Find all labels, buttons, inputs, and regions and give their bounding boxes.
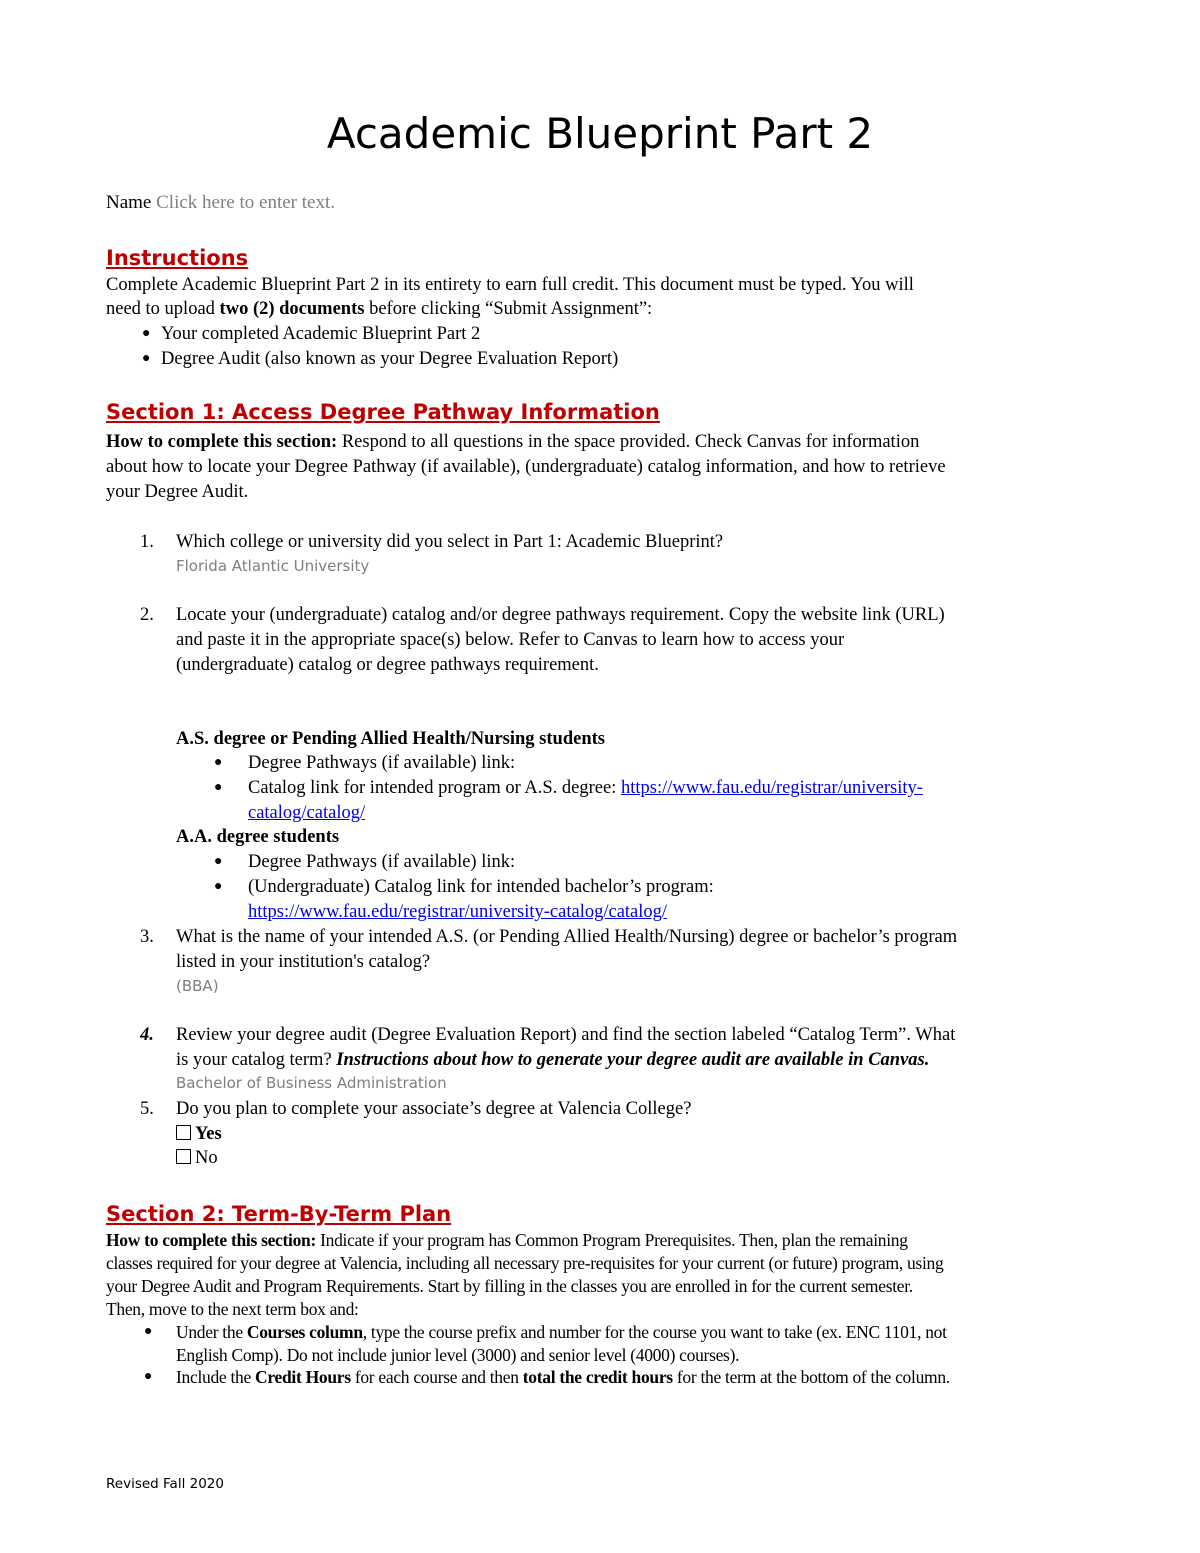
name-label: Name	[106, 192, 152, 213]
question-3-answer[interactable]: (BBA)	[176, 977, 219, 995]
page-title: Academic Blueprint Part 2	[326, 109, 874, 158]
no-label: No	[195, 1148, 218, 1168]
aa-degree-heading: A.A. degree students	[176, 827, 340, 847]
question-2-line-2: and paste it in the appropriate space(s) below. Refer to Canvas to learn how to access your	[176, 630, 845, 650]
question-1-number: 1.	[140, 532, 154, 552]
list-item-text: Include the	[176, 1367, 256, 1387]
question-4-line-1: Review your degree audit (Degree Evaluation Report) and find the section labeled “Catalog Term”. What	[176, 1025, 956, 1045]
question-2-number: 2.	[140, 605, 154, 625]
list-item-text: Your completed Academic Blueprint Part 2	[161, 324, 481, 344]
question-4-emphasis: Instructions about how to generate your degree audit are available in Canvas.	[336, 1050, 930, 1070]
list-item-text: Degree Pathways (if available) link:	[248, 753, 516, 773]
catalog-link[interactable]: https://www.fau.edu/registrar/university-catalog/catalog/	[248, 902, 668, 922]
list-item	[142, 322, 481, 347]
bullet-icon: ●	[144, 1369, 153, 1384]
yes-option[interactable]	[176, 1122, 222, 1147]
bullet-icon: ●	[214, 879, 223, 894]
bullet-icon: ●	[214, 780, 223, 795]
question-4-line-2	[176, 1048, 929, 1073]
yes-label: Yes	[195, 1124, 222, 1144]
catalog-link[interactable]: catalog/catalog/	[248, 803, 366, 823]
list-item	[214, 875, 714, 900]
catalog-link-row[interactable]	[248, 900, 667, 925]
list-item	[144, 1321, 1096, 1344]
footer-revision: Revised Fall 2020	[106, 1476, 224, 1492]
instructions-line-1: Complete Academic Blueprint Part 2 in its entirety to earn full credit. This document must be typed. You will	[106, 275, 914, 295]
question-4-number: 4.	[140, 1025, 154, 1045]
list-item	[214, 751, 516, 776]
list-item-text: for each course and then	[350, 1367, 523, 1387]
how-text: Respond to all questions in the space provided. Check Canvas for information	[337, 432, 920, 452]
as-degree-heading: A.S. degree or Pending Allied Health/Nursing students	[176, 729, 605, 749]
list-item	[142, 347, 619, 372]
list-item-bold: Credit Hours	[255, 1367, 351, 1387]
how-label: How to complete this section:	[106, 1230, 317, 1250]
checkbox-icon[interactable]	[176, 1149, 191, 1164]
list-item	[144, 1366, 1096, 1389]
catalog-link[interactable]: https://www.fau.edu/registrar/university-	[621, 778, 923, 798]
instructions-line-2	[106, 297, 652, 322]
question-1-answer[interactable]: Florida Atlantic University	[176, 557, 370, 575]
question-2-line-1: Locate your (undergraduate) catalog and/or degree pathways requirement. Copy the website link (URL)	[176, 605, 945, 625]
question-5-number: 5.	[140, 1099, 154, 1119]
list-item-text: (Undergraduate) Catalog link for intended bachelor’s program:	[248, 877, 714, 897]
how-text: Indicate if your program has Common Program Prerequisites. Then, plan the remaining	[316, 1230, 908, 1250]
section-2-how-line-1	[106, 1229, 1096, 1252]
bullet-icon: ●	[214, 854, 223, 869]
list-item-text: for the term at the bottom of the column.	[672, 1367, 950, 1387]
question-3-number: 3.	[140, 927, 154, 947]
question-1-text: Which college or university did you select in Part 1: Academic Blueprint?	[176, 532, 724, 552]
catalog-link-continued[interactable]	[248, 801, 365, 826]
list-item-text: Under the	[176, 1322, 247, 1342]
instructions-text: need to upload	[106, 299, 220, 319]
bullet-icon: ●	[142, 351, 151, 366]
question-4-answer[interactable]: Bachelor of Business Administration	[176, 1074, 447, 1092]
list-item	[214, 776, 923, 801]
instructions-text: before clicking “Submit Assignment”:	[364, 299, 653, 319]
section-2-heading: Section 2: Term-By-Term Plan	[106, 1202, 452, 1226]
section-2-how-line-2: classes required for your degree at Valencia, including all necessary pre-requisites for your current (or future) program, using	[106, 1253, 944, 1273]
no-option[interactable]	[176, 1146, 218, 1171]
bullet-icon: ●	[214, 755, 223, 770]
instructions-heading: Instructions	[106, 246, 249, 270]
section-2-how-line-4: Then, move to the next term box and:	[106, 1299, 359, 1319]
name-field	[106, 191, 335, 216]
section-1-how-line-2: about how to locate your Degree Pathway (if available), (undergraduate) catalog information, and how to retrieve	[106, 457, 946, 477]
question-2-line-3: (undergraduate) catalog or degree pathways requirement.	[176, 655, 599, 675]
question-3-line-1: What is the name of your intended A.S. (or Pending Allied Health/Nursing) degree or bachelor’s program	[176, 927, 958, 947]
list-item-text: Degree Pathways (if available) link:	[248, 852, 516, 872]
section-1-heading: Section 1: Access Degree Pathway Information	[106, 400, 660, 424]
question-4-text: is your catalog term?	[176, 1050, 337, 1070]
question-5-text: Do you plan to complete your associate’s degree at Valencia College?	[176, 1099, 692, 1119]
section-1-how-line-1	[106, 430, 919, 455]
bullet-icon: ●	[144, 1324, 153, 1339]
list-item	[214, 850, 516, 875]
bullet-icon: ●	[142, 326, 151, 341]
list-item-text: Catalog link for intended program or A.S. degree:	[248, 778, 621, 798]
list-item-bold: Courses column	[246, 1322, 363, 1342]
list-item-continued: English Comp). Do not include junior level (3000) and senior level (4000) courses).	[176, 1345, 740, 1365]
question-3-line-2: listed in your institution's catalog?	[176, 952, 431, 972]
name-input[interactable]: Click here to enter text.	[156, 192, 335, 213]
section-1-how-line-3: your Degree Audit.	[106, 482, 249, 502]
instructions-bold-text: two (2) documents	[219, 299, 365, 319]
list-item-text: Degree Audit (also known as your Degree Evaluation Report)	[161, 349, 619, 369]
how-label: How to complete this section:	[106, 432, 338, 452]
list-item-bold: total the credit hours	[522, 1367, 673, 1387]
section-2-how-line-3: your Degree Audit and Program Requirements. Start by filling in the classes you are enrolled in for the current semester.	[106, 1276, 913, 1296]
checkbox-icon[interactable]	[176, 1125, 191, 1140]
list-item-text: , type the course prefix and number for the course you want to take (ex. ENC 1101, not	[362, 1322, 947, 1342]
